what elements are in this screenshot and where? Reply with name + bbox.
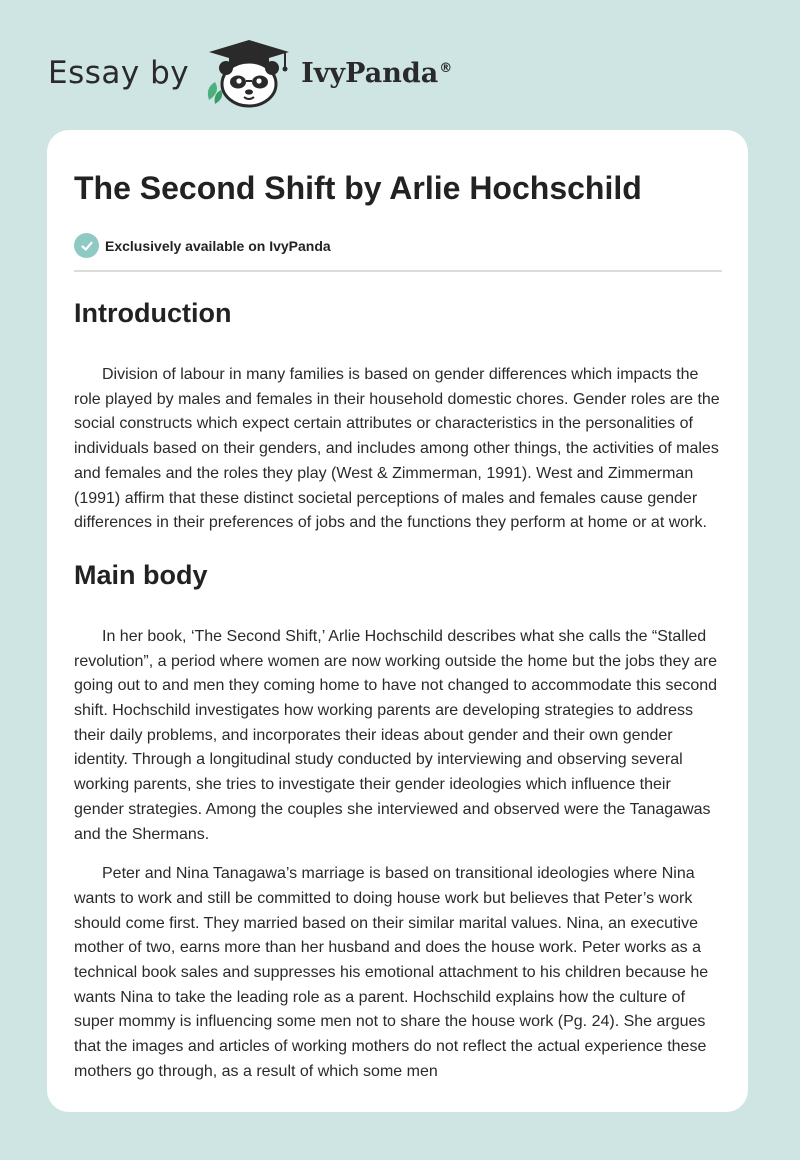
introduction-paragraph: Division of labour in many families is based on gender differences which impacts the role played by males and females in their household domestic chores. Gender roles are the social constructs which expect certain attributes or characteristics in the personalities of individuals based on their genders, and includes among other things, the activities of males and females and the roles they play (West & Zimmerman, 1991). West and Zimmerman (1991) affirm that these distinct societal perceptions of males and females cause gender differences in their preferences of jobs and the functions they perform at home or at work. [74,366,720,532]
site-header-brand[interactable] [48,38,452,108]
panda-graduate-logo-icon [203,38,295,108]
essay-card [47,130,748,1112]
exclusive-badge [74,233,722,258]
check-circle-icon [74,233,99,258]
brand-prefix: Essay by [48,55,190,91]
registered-mark: ® [439,60,453,76]
brand-name: IvyPanda® [301,57,453,89]
section-heading-introduction: Introduction [74,298,232,328]
section-heading-main-body: Main body [74,559,208,590]
title-divider [74,270,722,272]
main-body-paragraph-2: Peter and Nina Tanagawa’s marriage is based on transitional ideologies where Nina wants to work and still be committed to doing house work but believes that Peter’s work should come first. They married based on their similar marital values. Nina, an executive mother of two, earns more than her husband and does the house work. Peter works as a technical book sales and suppresses his emotional attachment to his children because he wants Nina to take the leading role as a parent. Hochschild explains how the culture of super mommy is influencing some men not to share the house work (Pg. 24). She argues that the images and articles of working mothers do not reflect the actual experience these mothers go through, as a result of which some men [74,865,709,1080]
page-title: The Second Shift by Arlie Hochschild [74,170,642,206]
exclusive-badge-text: Exclusively available on IvyPanda [105,237,331,254]
main-body-paragraph-1: In her book, ‘The Second Shift,’ Arlie Hochschild describes what she calls the “Stalled revolution”, a period where women are now working outside the home but the jobs they are going out to and men they coming home to have not changed to accommodate this second shift. Hochschild investigates how working parents are developing strategies to address their daily problems, and incorporates their ideas about gender and their own gender identity. Through a longitudinal study conducted by interviewing and observing several working parents, she tries to investigate their gender ideologies which influence their gender strategies. Among the couples she interviewed and observed were the Tanagawas and the Shermans. [74,627,718,843]
